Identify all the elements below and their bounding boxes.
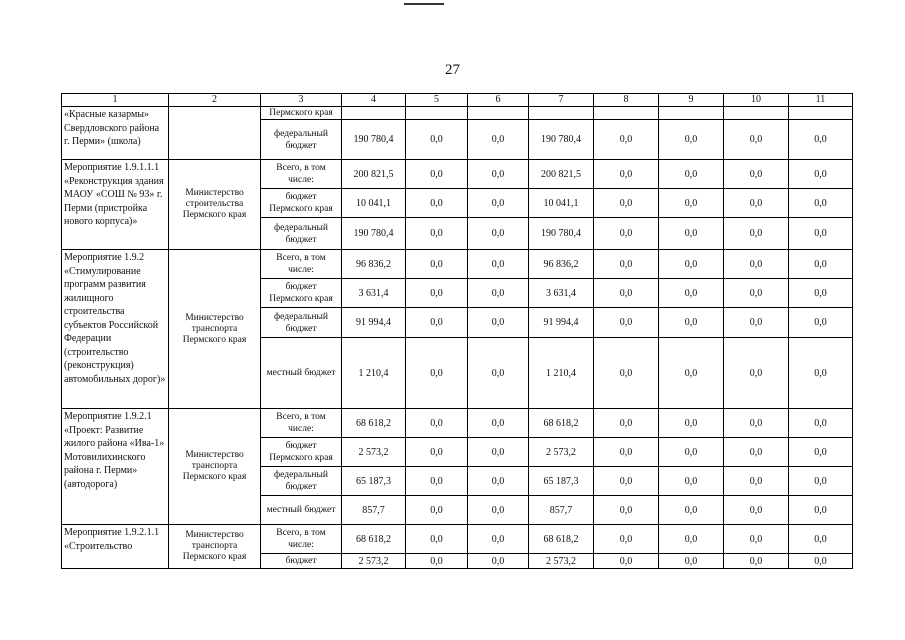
amount-cell: 0,0 — [594, 218, 659, 250]
amount-cell: 2 573,2 — [342, 438, 406, 467]
amount-cell: 0,0 — [406, 250, 468, 279]
amount-cell: 96 836,2 — [342, 250, 406, 279]
amount-cell: 0,0 — [468, 218, 529, 250]
amount-cell: 68 618,2 — [529, 409, 594, 438]
amount-cell: 0,0 — [789, 496, 853, 525]
amount-cell: 0,0 — [789, 250, 853, 279]
table-row — [62, 250, 853, 279]
executor-cell: Министерство транспорта Пермского края — [169, 525, 261, 569]
amount-cell: 0,0 — [468, 496, 529, 525]
amount-cell: 0,0 — [659, 279, 724, 308]
amount-cell: 0,0 — [659, 120, 724, 160]
amount-cell: 190 780,4 — [529, 120, 594, 160]
amount-cell: 0,0 — [789, 525, 853, 554]
amount-cell: 0,0 — [406, 554, 468, 569]
amount-cell: 1 210,4 — [529, 338, 594, 409]
amount-cell: 91 994,4 — [529, 308, 594, 338]
amount-cell: 3 631,4 — [342, 279, 406, 308]
executor-cell: Министерство транспорта Пермского края — [169, 250, 261, 409]
amount-cell: 0,0 — [724, 250, 789, 279]
amount-cell: 0,0 — [789, 409, 853, 438]
measure-name-cell: Мероприятие 1.9.2.1 «Проект: Развитие жилого района «Ива-1» Мотовилихинского района г. Перми» (автодорога) — [62, 409, 169, 525]
funding-source-cell: Всего, в том числе: — [261, 160, 342, 189]
amount-cell: 0,0 — [594, 250, 659, 279]
amount-cell: 0,0 — [468, 525, 529, 554]
measure-name-cell: Мероприятие 1.9.2.1.1 «Строительство — [62, 525, 169, 569]
amount-cell: 0,0 — [468, 189, 529, 218]
amount-cell: 0,0 — [594, 338, 659, 409]
amount-cell: 0,0 — [659, 496, 724, 525]
column-header: 1 — [62, 94, 169, 107]
amount-cell: 0,0 — [789, 279, 853, 308]
funding-source-cell: Всего, в том числе: — [261, 250, 342, 279]
amount-cell: 0,0 — [594, 120, 659, 160]
table-row — [62, 525, 853, 554]
amount-cell — [406, 107, 468, 120]
amount-cell: 0,0 — [468, 120, 529, 160]
executor-cell — [169, 107, 261, 160]
amount-cell: 0,0 — [659, 308, 724, 338]
amount-cell: 0,0 — [724, 525, 789, 554]
amount-cell: 0,0 — [594, 189, 659, 218]
amount-cell: 0,0 — [406, 160, 468, 189]
table-row — [62, 160, 853, 189]
amount-cell: 0,0 — [594, 496, 659, 525]
amount-cell: 0,0 — [468, 467, 529, 496]
amount-cell: 200 821,5 — [529, 160, 594, 189]
amount-cell: 91 994,4 — [342, 308, 406, 338]
amount-cell: 10 041,1 — [342, 189, 406, 218]
amount-cell: 0,0 — [659, 467, 724, 496]
amount-cell: 0,0 — [789, 554, 853, 569]
measure-name-cell: Мероприятие 1.9.1.1.1 «Реконструкция здания МАОУ «СОШ № 93» г. Перми (пристройка нового корпуса)» — [62, 160, 169, 250]
amount-cell: 0,0 — [406, 409, 468, 438]
amount-cell: 68 618,2 — [342, 409, 406, 438]
funding-source-cell: федеральный бюджет — [261, 308, 342, 338]
amount-cell: 0,0 — [724, 467, 789, 496]
column-header: 8 — [594, 94, 659, 107]
funding-source-cell: Пермского края — [261, 107, 342, 120]
amount-cell: 0,0 — [406, 338, 468, 409]
amount-cell: 0,0 — [659, 218, 724, 250]
amount-cell: 1 210,4 — [342, 338, 406, 409]
amount-cell: 0,0 — [724, 218, 789, 250]
amount-cell: 0,0 — [594, 554, 659, 569]
amount-cell: 857,7 — [529, 496, 594, 525]
amount-cell: 190 780,4 — [342, 218, 406, 250]
amount-cell: 0,0 — [789, 120, 853, 160]
amount-cell: 0,0 — [659, 250, 724, 279]
measure-name-cell: Мероприятие 1.9.2 «Стимулирование программ развития жилищного строительства субъектов Российской Федерации (строительство (реконструкция) автомобильных дорог)» — [62, 250, 169, 409]
amount-cell: 0,0 — [468, 338, 529, 409]
amount-cell: 0,0 — [659, 160, 724, 189]
column-header: 7 — [529, 94, 594, 107]
amount-cell: 68 618,2 — [342, 525, 406, 554]
amount-cell: 0,0 — [594, 160, 659, 189]
amount-cell: 0,0 — [406, 189, 468, 218]
amount-cell: 2 573,2 — [529, 438, 594, 467]
amount-cell: 0,0 — [724, 496, 789, 525]
amount-cell: 190 780,4 — [529, 218, 594, 250]
amount-cell — [468, 107, 529, 120]
amount-cell: 0,0 — [659, 189, 724, 218]
amount-cell: 0,0 — [724, 160, 789, 189]
amount-cell: 200 821,5 — [342, 160, 406, 189]
amount-cell: 0,0 — [594, 308, 659, 338]
executor-cell: Министерство транспорта Пермского края — [169, 409, 261, 525]
amount-cell: 10 041,1 — [529, 189, 594, 218]
funding-source-cell: бюджет Пермского края — [261, 438, 342, 467]
amount-cell: 0,0 — [724, 308, 789, 338]
amount-cell: 0,0 — [724, 409, 789, 438]
amount-cell: 0,0 — [789, 189, 853, 218]
amount-cell: 96 836,2 — [529, 250, 594, 279]
table-row — [62, 409, 853, 438]
amount-cell: 0,0 — [659, 338, 724, 409]
amount-cell: 0,0 — [594, 279, 659, 308]
column-header: 10 — [724, 94, 789, 107]
amount-cell: 0,0 — [724, 554, 789, 569]
amount-cell: 190 780,4 — [342, 120, 406, 160]
amount-cell: 0,0 — [406, 218, 468, 250]
funding-source-cell: федеральный бюджет — [261, 120, 342, 160]
amount-cell: 0,0 — [789, 308, 853, 338]
amount-cell: 0,0 — [724, 279, 789, 308]
funding-source-cell: бюджет Пермского края — [261, 279, 342, 308]
amount-cell: 0,0 — [659, 554, 724, 569]
amount-cell: 0,0 — [406, 279, 468, 308]
amount-cell: 0,0 — [468, 250, 529, 279]
amount-cell: 2 573,2 — [342, 554, 406, 569]
column-header: 2 — [169, 94, 261, 107]
funding-source-cell: федеральный бюджет — [261, 218, 342, 250]
amount-cell: 0,0 — [789, 338, 853, 409]
column-header: 3 — [261, 94, 342, 107]
column-header: 9 — [659, 94, 724, 107]
amount-cell: 3 631,4 — [529, 279, 594, 308]
amount-cell: 857,7 — [342, 496, 406, 525]
amount-cell: 68 618,2 — [529, 525, 594, 554]
amount-cell — [529, 107, 594, 120]
amount-cell: 0,0 — [789, 438, 853, 467]
funding-source-cell: федеральный бюджет — [261, 467, 342, 496]
top-rule — [404, 3, 444, 5]
amount-cell: 0,0 — [724, 338, 789, 409]
amount-cell: 0,0 — [659, 438, 724, 467]
amount-cell: 0,0 — [468, 279, 529, 308]
amount-cell: 65 187,3 — [529, 467, 594, 496]
amount-cell: 0,0 — [659, 525, 724, 554]
amount-cell: 0,0 — [406, 308, 468, 338]
amount-cell: 0,0 — [594, 409, 659, 438]
amount-cell: 0,0 — [724, 438, 789, 467]
amount-cell: 0,0 — [468, 160, 529, 189]
funding-source-cell: местный бюджет — [261, 496, 342, 525]
amount-cell — [659, 107, 724, 120]
budget-table — [61, 93, 853, 569]
amount-cell: 0,0 — [594, 525, 659, 554]
amount-cell — [724, 107, 789, 120]
amount-cell: 65 187,3 — [342, 467, 406, 496]
column-header: 5 — [406, 94, 468, 107]
funding-source-cell: Всего, в том числе: — [261, 409, 342, 438]
amount-cell: 0,0 — [468, 308, 529, 338]
funding-source-cell: бюджет — [261, 554, 342, 569]
column-header: 6 — [468, 94, 529, 107]
funding-source-cell: местный бюджет — [261, 338, 342, 409]
amount-cell: 0,0 — [594, 438, 659, 467]
amount-cell: 0,0 — [659, 409, 724, 438]
amount-cell — [594, 107, 659, 120]
table-body — [62, 94, 853, 569]
column-header: 11 — [789, 94, 853, 107]
funding-source-cell: Всего, в том числе: — [261, 525, 342, 554]
amount-cell: 0,0 — [406, 496, 468, 525]
amount-cell: 0,0 — [406, 438, 468, 467]
funding-source-cell: бюджет Пермского края — [261, 189, 342, 218]
amount-cell: 0,0 — [789, 160, 853, 189]
column-header: 4 — [342, 94, 406, 107]
amount-cell: 0,0 — [468, 438, 529, 467]
header-row — [62, 94, 853, 107]
amount-cell: 0,0 — [468, 554, 529, 569]
amount-cell: 0,0 — [406, 467, 468, 496]
amount-cell: 0,0 — [406, 525, 468, 554]
amount-cell — [789, 107, 853, 120]
page-number: 27 — [445, 62, 460, 78]
table-row — [62, 107, 853, 120]
amount-cell: 0,0 — [724, 120, 789, 160]
amount-cell: 0,0 — [724, 189, 789, 218]
amount-cell: 0,0 — [789, 218, 853, 250]
amount-cell — [342, 107, 406, 120]
amount-cell: 0,0 — [789, 467, 853, 496]
executor-cell: Министерство строительства Пермского края — [169, 160, 261, 250]
amount-cell: 0,0 — [406, 120, 468, 160]
amount-cell: 0,0 — [468, 409, 529, 438]
amount-cell: 0,0 — [594, 467, 659, 496]
amount-cell: 2 573,2 — [529, 554, 594, 569]
measure-name-cell: «Красные казармы» Свердловского района г. Перми» (школа) — [62, 107, 169, 160]
